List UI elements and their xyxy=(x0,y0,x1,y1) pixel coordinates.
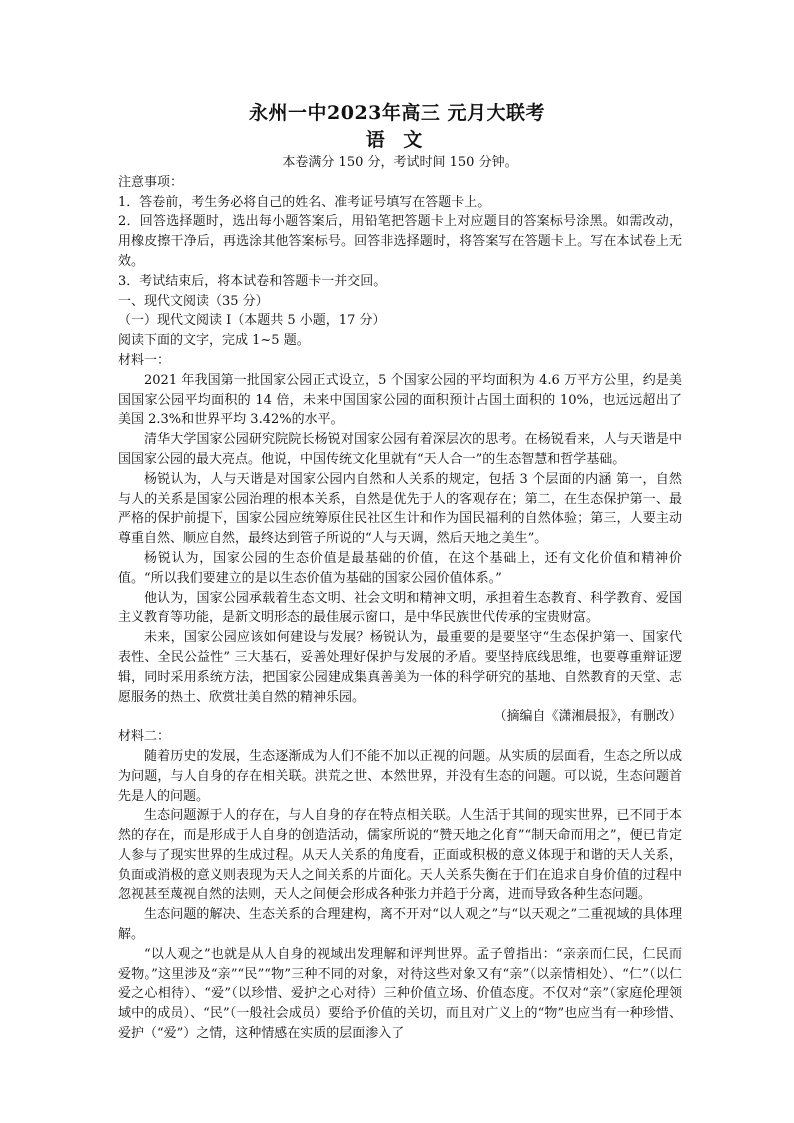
material-1-source: （摘编自《潇湘晨报》，有删改） xyxy=(493,709,682,725)
material-1-paragraph-5: 他认为，国家公园承载着生态文明、社会文明和精神文明，承担着生态教育、科学教育、爱国主义教育等功能，是新文明形态的最佳展示窗口，是中华民族世代传承的宝贵财富。 xyxy=(118,590,682,626)
material-2-label: 材料二： xyxy=(118,729,171,745)
notice-item-2: 2．回答选择题时，选出每小题答案后，用铅笔把答题卡上对应题目的答案标号涂黑。如需改动，用橡皮擦干净后，再选涂其他答案标号。回答非选择题时，将答案写在答题卡上。写在本试卷上无效。 xyxy=(118,214,682,269)
exam-title: 永州一中2023年高三 元月大联考 xyxy=(249,102,545,124)
notice-heading: 注意事项： xyxy=(118,174,184,190)
material-2-paragraph-3: 生态问题的解决、生态关系的合理建构，离不开对“以人观之”与“以天观之”二重视域的具体理解。 xyxy=(118,907,682,943)
material-2-paragraph-4: “以人观之”也就是从人自身的视域出发理解和评判世界。孟子曾指出：“亲亲而仁民，仁民而爱物。”这里涉及“亲”“民”“物”三种不同的对象，对待这些对象又有“亲”（以亲情相处）、“仁”（以仁爱之心相待）、“爱”（以珍惜、爱护之心对待）三种价值立场、价值态度。不仅对“亲”（家庭伦理领域中的成员）、“民”（一般社会成员）要给予价值的关切，而且对广义上的“物”也应当有一种珍惜、爱护（“爱”）之情，这种情感在实质的层面渗入了 xyxy=(118,946,682,1042)
exam-body xyxy=(118,153,682,1044)
section-heading: 一、现代文阅读（35 分） xyxy=(118,293,269,309)
notice-item-1: 1．答卷前，考生务必将自己的姓名、准考证号填写在答题卡上。 xyxy=(118,194,491,210)
material-1-paragraph-1: 2021 年我国第一批国家公园正式设立，5 个国家公园的平均面积为 4.6 万平方公里，约是美国国家公园平均面积的 14 倍，未来中国国家公园的面积预计占国土面积的 10%，也远远超出了美国 2.3%和世界平均 3.42%的水平。 xyxy=(118,372,682,428)
material-2-paragraph-2: 生态问题源于人的存在，与人自身的存在特点相关联。人生活于其间的现实世界，已不同于本然的存在，而是形成于人自身的创造活动，儒家所说的“赞天地之化育”“制天命而用之”，便已肯定人参与了现实世界的生成过程。从天人关系的角度看，正面或积极的意义体现于和谐的天人关系，负面或消极的意义则表现为天人之间关系的片面化。天人关系失衡在于们在追求自身价值的过程中忽视甚至蔑视自然的法则，天人之间便会形成各种张力并趋于分离，进而导致各种生态问题。 xyxy=(118,808,682,903)
material-1-paragraph-6: 未来，国家公园应该如何建设与发展？杨锐认为，最重要的是要坚守“生态保护第一、国家代表性、全民公益性” 三大基石，妥善处理好保护与发展的矛盾。要坚持底线思维，也要尊重辩证逻辑，同时采用系统方法，把国家公园建成集真善美为一体的科学研究的基地、自然教育的天堂、志愿服务的热土、欣赏壮美自然的精神乐园。 xyxy=(118,630,682,705)
material-1-paragraph-4: 杨锐认为，国家公园的生态价值是最基础的价值，在这个基础上，还有文化价值和精神价值。“所以我们要建立的是以生态价值为基础的国家公园价值体系。” xyxy=(118,550,682,586)
material-2-paragraph-1: 随着历史的发展，生态逐渐成为人们不能不加以正视的问题。从实质的层面看，生态之所以成为问题，与人自身的存在相关联。洪荒之世、本然世界，并没有生态的问题。可以说，生态问题首先是人的问题。 xyxy=(118,748,682,804)
score-note: 本卷满分 150 分，考试时间 150 分钟。 xyxy=(282,155,518,170)
subsection-heading: （一）现代文阅读 I（本题共 5 小题，17 分） xyxy=(118,313,386,329)
material-1-paragraph-3: 杨锐认为，人与天谐是对国家公园内自然和人关系的规定，包括 3 个层面的内涵 第一，自然与人的关系是国家公园治理的根本关系，自然是优先于人的客观存在；第二，在生态保护第一、最严格的保护前提下，国家公园应统筹原住民社区生计和作为国民福利的自然体验；第三，人要主动尊重自然、顺应自然，最终达到管子所说的“人与天调，然后天地之美生”。 xyxy=(118,471,682,547)
material-1-paragraph-2: 清华大学国家公园研究院院长杨锐对国家公园有着深层次的思考。在杨锐看来，人与天谐是中国国家公园的最大亮点。他说，中国传统文化里就有“天人合一”的生态智慧和哲学基础。 xyxy=(118,432,682,467)
reading-instruction: 阅读下面的文字，完成 1~5 题。 xyxy=(118,333,310,349)
notice-item-3: 3．考试结束后，将本试卷和答题卡一并交回。 xyxy=(118,273,387,289)
exam-subject: 语 文 xyxy=(365,129,429,151)
material-1-label: 材料一： xyxy=(118,352,171,368)
